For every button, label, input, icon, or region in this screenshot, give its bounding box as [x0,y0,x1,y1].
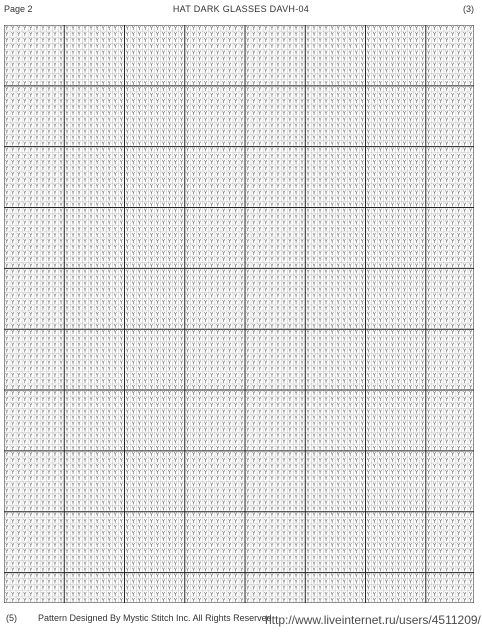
svg-text:YYYYYYYYYYYYYYYYYYYYYYYYYYYYYY: YYYYYYYYYYYYYYYYYYYYYYYYYYYYYYYYYYYYYYYYYYYYYYYYYYYYYYYYYYYYYYYYYYYYYYYYYYYYYY [5,153,473,160]
svg-text:YYYYYYYYYYYYYYYYYYYYYYYYYYYYYY: YYYYYYYYYYYYYYYYYYYYYYYYYYYYYYYYYYYYYYYYYYYYYYYYYYYYYYYYYYYYYYYYYYYYYYYYYYYYYY [5,451,473,458]
svg-text:YYYYYYYYYYYYYYYYYYYYYYYYYYYYYY: YYYYYYYYYYYYYYYYYYYYYYYYYYYYYYYYYYYYYYYYYYYYYYYYYYYYYYYYYYYYYYYYYYYYYYYYYYYYYY [5,573,473,580]
svg-text:YYYYYYYYYYYYYYYYYYYYYYYYYYYYYY: YYYYYYYYYYYYYYYYYYYYYYYYYYYYYYYYYYYYYYYYYYYYYYYYYYYYYYYYYYYYYYYYYYYYYYYYYYYYYY [5,165,473,172]
svg-text:YYYYYYYYYYYYYYYYYYYYYYYYYYYYYY: YYYYYYYYYYYYYYYYYYYYYYYYYYYYYYYYYYYYYYYYYYYYYYYYYYYYYYYYYYYYYYYYYYYYYYYYYYYYYY [5,415,473,422]
svg-text:YYYYYYYYYYYYYYYYYYYYYYYYYYYYYY: YYYYYYYYYYYYYYYYYYYYYYYYYYYYYYYYYYYYYYYYYYYYYYYYYYYYYYYYYYYYYYYYYYYYYYYYYYYYYY [5,476,473,483]
svg-text:YYYYYYYYYYYYYYYYYYYYYYYYYYYYYY: YYYYYYYYYYYYYYYYYYYYYYYYYYYYYYYYYYYYYYYYYYYYYYYYYYYYYYYYYYYYYYYYYYYYYYYYYYYYYY [5,257,473,264]
svg-text:YYYYYYYYYYYYYYYYYYYYYYYYYYYYYY: YYYYYYYYYYYYYYYYYYYYYYYYYYYYYYYYYYYYYYYYYYYYYYYYYYYYYYYYYYYYYYYYYYYYYYYYYYYYYY [5,123,473,130]
svg-text:YYYYYYYYYYYYYYYYYYYYYYYYYYYYYY: YYYYYYYYYYYYYYYYYYYYYYYYYYYYYYYYYYYYYYYYYYYYYYYYYYYYYYYYYYYYYYYYYYYYYYYYYYYYYY [5,68,473,75]
svg-text:YYYYYYYYYYYYYYYYYYYYYYYYYYYYYY: YYYYYYYYYYYYYYYYYYYYYYYYYYYYYYYYYYYYYYYYYYYYYYYYYYYYYYYYYYYYYYYYYYYYYYYYYYYYYY [5,488,473,495]
svg-text:YYYYYYYYYYYYYYYYYYYYYYYYYYYYYY: YYYYYYYYYYYYYYYYYYYYYYYYYYYYYYYYYYYYYYYYYYYYYYYYYYYYYYYYYYYYYYYYYYYYYYYYYYYYYY [5,360,473,367]
svg-text:YYYYYYYYYYYYYYYYYYYYYYYYYYYYYY: YYYYYYYYYYYYYYYYYYYYYYYYYYYYYYYYYYYYYYYYYYYYYYYYYYYYYYYYYYYYYYYYYYYYYYYYYYYYYY [5,305,473,312]
svg-text:YYYYYYYYYYYYYYYYYYYYYYYYYYYYYY: YYYYYYYYYYYYYYYYYYYYYYYYYYYYYYYYYYYYYYYYYYYYYYYYYYYYYYYYYYYYYYYYYYYYYYYYYYYYYY [5,184,473,191]
svg-text:YYYYYYYYYYYYYYYYYYYYYYYYYYYYYY: YYYYYYYYYYYYYYYYYYYYYYYYYYYYYYYYYYYYYYYYYYYYYYYYYYYYYYYYYYYYYYYYYYYYYYYYYYYYYY [5,530,473,537]
svg-text:YYYYYYYYYYYYYYYYYYYYYYYYYYYYYY: YYYYYYYYYYYYYYYYYYYYYYYYYYYYYYYYYYYYYYYYYYYYYYYYYYYYYYYYYYYYYYYYYYYYYYYYYYYYYY [5,178,473,185]
svg-text:YYYYYYYYYYYYYYYYYYYYYYYYYYYYYY: YYYYYYYYYYYYYYYYYYYYYYYYYYYYYYYYYYYYYYYYYYYYYYYYYYYYYYYYYYYYYYYYYYYYYYYYYYYYYY [5,159,473,166]
svg-text:YYYYYYYYYYYYYYYYYYYYYYYYYYYYYY: YYYYYYYYYYYYYYYYYYYYYYYYYYYYYYYYYYYYYYYYYYYYYYYYYYYYYYYYYYYYYYYYYYYYYYYYYYYYYY [5,512,473,519]
svg-text:YYYYYYYYYYYYYYYYYYYYYYYYYYYYYY: YYYYYYYYYYYYYYYYYYYYYYYYYYYYYYYYYYYYYYYYYYYYYYYYYYYYYYYYYYYYYYYYYYYYYYYYYYYYYY [5,238,473,245]
svg-text:YYYYYYYYYYYYYYYYYYYYYYYYYYYYYY: YYYYYYYYYYYYYYYYYYYYYYYYYYYYYYYYYYYYYYYYYYYYYYYYYYYYYYYYYYYYYYYYYYYYYYYYYYYYYY [5,232,473,239]
svg-text:YYYYYYYYYYYYYYYYYYYYYYYYYYYYYY: YYYYYYYYYYYYYYYYYYYYYYYYYYYYYYYYYYYYYYYYYYYYYYYYYYYYYYYYYYYYYYYYYYYYYYYYYYYYYY [5,293,473,300]
svg-text:YYYYYYYYYYYYYYYYYYYYYYYYYYYYYY: YYYYYYYYYYYYYYYYYYYYYYYYYYYYYYYYYYYYYYYYYYYYYYYYYYYYYYYYYYYYYYYYYYYYYYYYYYYYYY [5,342,473,349]
svg-text:YYYYYYYYYYYYYYYYYYYYYYYYYYYYYY: YYYYYYYYYYYYYYYYYYYYYYYYYYYYYYYYYYYYYYYYYYYYYYYYYYYYYYYYYYYYYYYYYYYYYYYYYYYYYY [5,433,473,440]
svg-text:YYYYYYYYYYYYYYYYYYYYYYYYYYYYYY: YYYYYYYYYYYYYYYYYYYYYYYYYYYYYYYYYYYYYYYYYYYYYYYYYYYYYYYYYYYYYYYYYYYYYYYYYYYYYY [5,62,473,69]
svg-text:YYYYYYYYYYYYYYYYYYYYYYYYYYYYYY: YYYYYYYYYYYYYYYYYYYYYYYYYYYYYYYYYYYYYYYYYYYYYYYYYYYYYYYYYYYYYYYYYYYYYYYYYYYYYY [5,524,473,531]
svg-text:YYYYYYYYYYYYYYYYYYYYYYYYYYYYYY: YYYYYYYYYYYYYYYYYYYYYYYYYYYYYYYYYYYYYYYYYYYYYYYYYYYYYYYYYYYYYYYYYYYYYYYYYYYYYY [5,378,473,385]
svg-text:YYYYYYYYYYYYYYYYYYYYYYYYYYYYYY: YYYYYYYYYYYYYYYYYYYYYYYYYYYYYYYYYYYYYYYYYYYYYYYYYYYYYYYYYYYYYYYYYYYYYYYYYYYYYY [5,99,473,105]
svg-text:YYYYYYYYYYYYYYYYYYYYYYYYYYYYYY: YYYYYYYYYYYYYYYYYYYYYYYYYYYYYYYYYYYYYYYYYYYYYYYYYYYYYYYYYYYYYYYYYYYYYYYYYYYYYY [5,336,473,343]
svg-text:YYYYYYYYYYYYYYYYYYYYYYYYYYYYYY: YYYYYYYYYYYYYYYYYYYYYYYYYYYYYYYYYYYYYYYYYYYYYYYYYYYYYYYYYYYYYYYYYYYYYYYYYYYYYY [5,427,473,434]
svg-text:YYYYYYYYYYYYYYYYYYYYYYYYYYYYYY: YYYYYYYYYYYYYYYYYYYYYYYYYYYYYYYYYYYYYYYYYYYYYYYYYYYYYYYYYYYYYYYYYYYYYYYYYYYYYY [5,220,473,227]
cross-stitch-chart [4,25,474,603]
svg-text:YYYYYYYYYYYYYYYYYYYYYYYYYYYYYY: YYYYYYYYYYYYYYYYYYYYYYYYYYYYYYYYYYYYYYYYYYYYYYYYYYYYYYYYYYYYYYYYYYYYYYYYYYYYYY [5,86,473,93]
svg-text:YYYYYYYYYYYYYYYYYYYYYYYYYYYYYY: YYYYYYYYYYYYYYYYYYYYYYYYYYYYYYYYYYYYYYYYYYYYYYYYYYYYYYYYYYYYYYYYYYYYYYYYYYYYYY [5,549,473,556]
svg-text:YYYYYYYYYYYYYYYYYYYYYYYYYYYYYY: YYYYYYYYYYYYYYYYYYYYYYYYYYYYYYYYYYYYYYYYYYYYYYYYYYYYYYYYYYYYYYYYYYYYYYYYYYYYYY [5,105,473,112]
svg-text:YYYYYYYYYYYYYYYYYYYYYYYYYYYYYY: YYYYYYYYYYYYYYYYYYYYYYYYYYYYYYYYYYYYYYYYYYYYYYYYYYYYYYYYYYYYYYYYYYYYYYYYYYYYYY [5,32,473,39]
svg-text:YYYYYYYYYYYYYYYYYYYYYYYYYYYYYY: YYYYYYYYYYYYYYYYYYYYYYYYYYYYYYYYYYYYYYYYYYYYYYYYYYYYYYYYYYYYYYYYYYYYYYYYYYYYYY [5,518,473,525]
svg-text:YYYYYYYYYYYYYYYYYYYYYYYYYYYYYY: YYYYYYYYYYYYYYYYYYYYYYYYYYYYYYYYYYYYYYYYYYYYYYYYYYYYYYYYYYYYYYYYYYYYYYYYYYYYYY [5,80,473,87]
svg-text:YYYYYYYYYYYYYYYYYYYYYYYYYYYYYY: YYYYYYYYYYYYYYYYYYYYYYYYYYYYYYYYYYYYYYYYYYYYYYYYYYYYYYYYYYYYYYYYYYYYYYYYYYYYYY [5,579,473,586]
svg-text:YYYYYYYYYYYYYYYYYYYYYYYYYYYYYY: YYYYYYYYYYYYYYYYYYYYYYYYYYYYYYYYYYYYYYYYYYYYYYYYYYYYYYYYYYYYYYYYYYYYYYYYYYYYYY [5,275,473,282]
svg-text:YYYYYYYYYYYYYYYYYYYYYYYYYYYYYY: YYYYYYYYYYYYYYYYYYYYYYYYYYYYYYYYYYYYYYYYYYYYYYYYYYYYYYYYYYYYYYYYYYYYYYYYYYYYYY [5,391,473,398]
svg-text:YYYYYYYYYYYYYYYYYYYYYYYYYYYYYY: YYYYYYYYYYYYYYYYYYYYYYYYYYYYYYYYYYYYYYYYYYYYYYYYYYYYYYYYYYYYYYYYYYYYYYYYYYYYYY [5,354,473,361]
svg-text:YYYYYYYYYYYYYYYYYYYYYYYYYYYYYY: YYYYYYYYYYYYYYYYYYYYYYYYYYYYYYYYYYYYYYYYYYYYYYYYYYYYYYYYYYYYYYYYYYYYYYYYYYYYYY [5,372,473,379]
svg-text:YYYYYYYYYYYYYYYYYYYYYYYYYYYYYY: YYYYYYYYYYYYYYYYYYYYYYYYYYYYYYYYYYYYYYYYYYYYYYYYYYYYYYYYYYYYYYYYYYYYYYYYYYYYYY [5,597,473,603]
svg-text:YYYYYYYYYYYYYYYYYYYYYYYYYYYYYY: YYYYYYYYYYYYYYYYYYYYYYYYYYYYYYYYYYYYYYYYYYYYYYYYYYYYYYYYYYYYYYYYYYYYYYYYYYYYYY [5,445,473,452]
svg-text:YYYYYYYYYYYYYYYYYYYYYYYYYYYYYY: YYYYYYYYYYYYYYYYYYYYYYYYYYYYYYYYYYYYYYYYYYYYYYYYYYYYYYYYYYYYYYYYYYYYYYYYYYYYYY [5,44,473,51]
svg-text:YYYYYYYYYYYYYYYYYYYYYYYYYYYYYY: YYYYYYYYYYYYYYYYYYYYYYYYYYYYYYYYYYYYYYYYYYYYYYYYYYYYYYYYYYYYYYYYYYYYYYYYYYYYYY [5,190,473,197]
svg-text:YYYYYYYYYYYYYYYYYYYYYYYYYYYYYY: YYYYYYYYYYYYYYYYYYYYYYYYYYYYYYYYYYYYYYYYYYYYYYYYYYYYYYYYYYYYYYYYYYYYYYYYYYYYYY [5,287,473,294]
footer-number: (5) [6,613,17,623]
svg-text:YYYYYYYYYYYYYYYYYYYYYYYYYYYYYY: YYYYYYYYYYYYYYYYYYYYYYYYYYYYYYYYYYYYYYYYYYYYYYYYYYYYYYYYYYYYYYYYYYYYYYYYYYYYYY [5,50,473,57]
svg-text:YYYYYYYYYYYYYYYYYYYYYYYYYYYYYY: YYYYYYYYYYYYYYYYYYYYYYYYYYYYYYYYYYYYYYYYYYYYYYYYYYYYYYYYYYYYYYYYYYYYYYYYYYYYYY [5,172,473,179]
svg-text:YYYYYYYYYYYYYYYYYYYYYYYYYYYYYY: YYYYYYYYYYYYYYYYYYYYYYYYYYYYYYYYYYYYYYYYYYYYYYYYYYYYYYYYYYYYYYYYYYYYYYYYYYYYYY [5,567,473,574]
svg-text:YYYYYYYYYYYYYYYYYYYYYYYYYYYYYY: YYYYYYYYYYYYYYYYYYYYYYYYYYYYYYYYYYYYYYYYYYYYYYYYYYYYYYYYYYYYYYYYYYYYYYYYYYYYYY [5,38,473,45]
svg-text:YYYYYYYYYYYYYYYYYYYYYYYYYYYYYY: YYYYYYYYYYYYYYYYYYYYYYYYYYYYYYYYYYYYYYYYYYYYYYYYYYYYYYYYYYYYYYYYYYYYYYYYYYYYYY [5,494,473,501]
svg-text:YYYYYYYYYYYYYYYYYYYYYYYYYYYYYY: YYYYYYYYYYYYYYYYYYYYYYYYYYYYYYYYYYYYYYYYYYYYYYYYYYYYYYYYYYYYYYYYYYYYYYYYYYYYYY [5,324,473,331]
watermark-url: http://www.liveinternet.ru/users/4511209/ [265,613,481,627]
svg-text:YYYYYYYYYYYYYYYYYYYYYYYYYYYYYY: YYYYYYYYYYYYYYYYYYYYYYYYYYYYYYYYYYYYYYYYYYYYYYYYYYYYYYYYYYYYYYYYYYYYYYYYYYYYYY [5,251,473,258]
svg-text:YYYYYYYYYYYYYYYYYYYYYYYYYYYYYY: YYYYYYYYYYYYYYYYYYYYYYYYYYYYYYYYYYYYYYYYYYYYYYYYYYYYYYYYYYYYYYYYYYYYYYYYYYYYYY [5,214,473,221]
svg-text:YYYYYYYYYYYYYYYYYYYYYYYYYYYYYY: YYYYYYYYYYYYYYYYYYYYYYYYYYYYYYYYYYYYYYYYYYYYYYYYYYYYYYYYYYYYYYYYYYYYYYYYYYYYYY [5,92,473,99]
svg-text:YYYYYYYYYYYYYYYYYYYYYYYYYYYYYY: YYYYYYYYYYYYYYYYYYYYYYYYYYYYYYYYYYYYYYYYYYYYYYYYYYYYYYYYYYYYYYYYYYYYYYYYYYYYYY [5,111,473,118]
svg-text:YYYYYYYYYYYYYYYYYYYYYYYYYYYYYY: YYYYYYYYYYYYYYYYYYYYYYYYYYYYYYYYYYYYYYYYYYYYYYYYYYYYYYYYYYYYYYYYYYYYYYYYYYYYYY [5,384,473,391]
svg-text:YYYYYYYYYYYYYYYYYYYYYYYYYYYYYY: YYYYYYYYYYYYYYYYYYYYYYYYYYYYYYYYYYYYYYYYYYYYYYYYYYYYYYYYYYYYYYYYYYYYYYYYYYYYYY [5,129,473,136]
svg-text:YYYYYYYYYYYYYYYYYYYYYYYYYYYYYY: YYYYYYYYYYYYYYYYYYYYYYYYYYYYYYYYYYYYYYYYYYYYYYYYYYYYYYYYYYYYYYYYYYYYYYYYYYYYYY [5,263,473,270]
svg-text:YYYYYYYYYYYYYYYYYYYYYYYYYYYYYY: YYYYYYYYYYYYYYYYYYYYYYYYYYYYYYYYYYYYYYYYYYYYYYYYYYYYYYYYYYYYYYYYYYYYYYYYYYYYYY [5,318,473,325]
svg-text:YYYYYYYYYYYYYYYYYYYYYYYYYYYYYY: YYYYYYYYYYYYYYYYYYYYYYYYYYYYYYYYYYYYYYYYYYYYYYYYYYYYYYYYYYYYYYYYYYYYYYYYYYYYYY [5,226,473,233]
svg-text:YYYYYYYYYYYYYYYYYYYYYYYYYYYYYY: YYYYYYYYYYYYYYYYYYYYYYYYYYYYYYYYYYYYYYYYYYYYYYYYYYYYYYYYYYYYYYYYYYYYYYYYYYYYYY [5,311,473,318]
svg-text:YYYYYYYYYYYYYYYYYYYYYYYYYYYYYY: YYYYYYYYYYYYYYYYYYYYYYYYYYYYYYYYYYYYYYYYYYYYYYYYYYYYYYYYYYYYYYYYYYYYYYYYYYYYYY [5,117,473,124]
svg-text:YYYYYYYYYYYYYYYYYYYYYYYYYYYYYY: YYYYYYYYYYYYYYYYYYYYYYYYYYYYYYYYYYYYYYYYYYYYYYYYYYYYYYYYYYYYYYYYYYYYYYYYYYYYYY [5,202,473,209]
svg-text:YYYYYYYYYYYYYYYYYYYYYYYYYYYYYY: YYYYYYYYYYYYYYYYYYYYYYYYYYYYYYYYYYYYYYYYYYYYYYYYYYYYYYYYYYYYYYYYYYYYYYYYYYYYYY [5,585,473,592]
page-label: Page 2 [4,4,33,14]
svg-text:YYYYYYYYYYYYYYYYYYYYYYYYYYYYYY: YYYYYYYYYYYYYYYYYYYYYYYYYYYYYYYYYYYYYYYYYYYYYYYYYYYYYYYYYYYYYYYYYYYYYYYYYYYYYY [5,245,473,252]
svg-text:YYYYYYYYYYYYYYYYYYYYYYYYYYYYYY: YYYYYYYYYYYYYYYYYYYYYYYYYYYYYYYYYYYYYYYYYYYYYYYYYYYYYYYYYYYYYYYYYYYYYYYYYYYYYY [5,500,473,507]
svg-text:YYYYYYYYYYYYYYYYYYYYYYYYYYYYYY: YYYYYYYYYYYYYYYYYYYYYYYYYYYYYYYYYYYYYYYYYYYYYYYYYYYYYYYYYYYYYYYYYYYYYYYYYYYYYY [5,330,473,337]
svg-text:YYYYYYYYYYYYYYYYYYYYYYYYYYYYYY: YYYYYYYYYYYYYYYYYYYYYYYYYYYYYYYYYYYYYYYYYYYYYYYYYYYYYYYYYYYYYYYYYYYYYYYYYYYYYY [5,299,473,306]
svg-text:YYYYYYYYYYYYYYYYYYYYYYYYYYYYYY: YYYYYYYYYYYYYYYYYYYYYYYYYYYYYYYYYYYYYYYYYYYYYYYYYYYYYYYYYYYYYYYYYYYYYYYYYYYYYY [5,409,473,416]
svg-text:YYYYYYYYYYYYYYYYYYYYYYYYYYYYYY: YYYYYYYYYYYYYYYYYYYYYYYYYYYYYYYYYYYYYYYYYYYYYYYYYYYYYYYYYYYYYYYYYYYYYYYYYYYYYY [5,348,473,355]
pattern-title: HAT DARK GLASSES DAVH-04 [172,4,310,14]
svg-text:YYYYYYYYYYYYYYYYYYYYYYYYYYYYYY: YYYYYYYYYYYYYYYYYYYYYYYYYYYYYYYYYYYYYYYYYYYYYYYYYYYYYYYYYYYYYYYYYYYYYYYYYYYYYY [5,147,473,154]
svg-text:YYYYYYYYYYYYYYYYYYYYYYYYYYYYYY: YYYYYYYYYYYYYYYYYYYYYYYYYYYYYYYYYYYYYYYYYYYYYYYYYYYYYYYYYYYYYYYYYYYYYYYYYYYYYY [5,457,473,464]
svg-text:YYYYYYYYYYYYYYYYYYYYYYYYYYYYYY: YYYYYYYYYYYYYYYYYYYYYYYYYYYYYYYYYYYYYYYYYYYYYYYYYYYYYYYYYYYYYYYYYYYYYYYYYYYYYY [5,561,473,568]
svg-text:YYYYYYYYYYYYYYYYYYYYYYYYYYYYYY: YYYYYYYYYYYYYYYYYYYYYYYYYYYYYYYYYYYYYYYYYYYYYYYYYYYYYYYYYYYYYYYYYYYYYYYYYYYYYY [5,25,473,32]
svg-text:YYYYYYYYYYYYYYYYYYYYYYYYYYYYYY: YYYYYYYYYYYYYYYYYYYYYYYYYYYYYYYYYYYYYYYYYYYYYYYYYYYYYYYYYYYYYYYYYYYYYYYYYYYYYY [5,591,473,598]
svg-text:YYYYYYYYYYYYYYYYYYYYYYYYYYYYYY: YYYYYYYYYYYYYYYYYYYYYYYYYYYYYYYYYYYYYYYYYYYYYYYYYYYYYYYYYYYYYYYYYYYYYYYYYYYYYY [5,397,473,404]
svg-text:YYYYYYYYYYYYYYYYYYYYYYYYYYYYYY: YYYYYYYYYYYYYYYYYYYYYYYYYYYYYYYYYYYYYYYYYYYYYYYYYYYYYYYYYYYYYYYYYYYYYYYYYYYYYY [5,281,473,288]
svg-text:YYYYYYYYYYYYYYYYYYYYYYYYYYYYYY: YYYYYYYYYYYYYYYYYYYYYYYYYYYYYYYYYYYYYYYYYYYYYYYYYYYYYYYYYYYYYYYYYYYYYYYYYYYYYY [5,56,473,63]
svg-text:YYYYYYYYYYYYYYYYYYYYYYYYYYYYYY: YYYYYYYYYYYYYYYYYYYYYYYYYYYYYYYYYYYYYYYYYYYYYYYYYYYYYYYYYYYYYYYYYYYYYYYYYYYYYY [5,470,473,477]
svg-text:YYYYYYYYYYYYYYYYYYYYYYYYYYYYYY: YYYYYYYYYYYYYYYYYYYYYYYYYYYYYYYYYYYYYYYYYYYYYYYYYYYYYYYYYYYYYYYYYYYYYYYYYYYYYY [5,464,473,471]
svg-text:YYYYYYYYYYYYYYYYYYYYYYYYYYYYYY: YYYYYYYYYYYYYYYYYYYYYYYYYYYYYYYYYYYYYYYYYYYYYYYYYYYYYYYYYYYYYYYYYYYYYYYYYYYYYY [5,403,473,410]
stitch-symbols [5,26,473,603]
svg-text:YYYYYYYYYYYYYYYYYYYYYYYYYYYYYY: YYYYYYYYYYYYYYYYYYYYYYYYYYYYYYYYYYYYYYYYYYYYYYYYYYYYYYYYYYYYYYYYYYYYYYYYYYYYYY [5,208,473,215]
svg-text:YYYYYYYYYYYYYYYYYYYYYYYYYYYYYY: YYYYYYYYYYYYYYYYYYYYYYYYYYYYYYYYYYYYYYYYYYYYYYYYYYYYYYYYYYYYYYYYYYYYYYYYYYYYYY [5,135,473,142]
svg-text:YYYYYYYYYYYYYYYYYYYYYYYYYYYYYY: YYYYYYYYYYYYYYYYYYYYYYYYYYYYYYYYYYYYYYYYYYYYYYYYYYYYYYYYYYYYYYYYYYYYYYYYYYYYYY [5,74,473,81]
svg-text:YYYYYYYYYYYYYYYYYYYYYYYYYYYYYY: YYYYYYYYYYYYYYYYYYYYYYYYYYYYYYYYYYYYYYYYYYYYYYYYYYYYYYYYYYYYYYYYYYYYYYYYYYYYYY [5,141,473,148]
svg-text:YYYYYYYYYYYYYYYYYYYYYYYYYYYYYY: YYYYYYYYYYYYYYYYYYYYYYYYYYYYYYYYYYYYYYYYYYYYYYYYYYYYYYYYYYYYYYYYYYYYYYYYYYYYYY [5,555,473,562]
svg-text:YYYYYYYYYYYYYYYYYYYYYYYYYYYYYY: YYYYYYYYYYYYYYYYYYYYYYYYYYYYYYYYYYYYYYYYYYYYYYYYYYYYYYYYYYYYYYYYYYYYYYYYYYYYYY [5,482,473,489]
svg-text:YYYYYYYYYYYYYYYYYYYYYYYYYYYYYY: YYYYYYYYYYYYYYYYYYYYYYYYYYYYYYYYYYYYYYYYYYYYYYYYYYYYYYYYYYYYYYYYYYYYYYYYYYYYYY [5,537,473,544]
svg-text:YYYYYYYYYYYYYYYYYYYYYYYYYYYYYY: YYYYYYYYYYYYYYYYYYYYYYYYYYYYYYYYYYYYYYYYYYYYYYYYYYYYYYYYYYYYYYYYYYYYYYYYYYYYYY [5,421,473,428]
svg-text:YYYYYYYYYYYYYYYYYYYYYYYYYYYYYY: YYYYYYYYYYYYYYYYYYYYYYYYYYYYYYYYYYYYYYYYYYYYYYYYYYYYYYYYYYYYYYYYYYYYYYYYYYYYYY [5,366,473,373]
svg-text:YYYYYYYYYYYYYYYYYYYYYYYYYYYYYY: YYYYYYYYYYYYYYYYYYYYYYYYYYYYYYYYYYYYYYYYYYYYYYYYYYYYYYYYYYYYYYYYYYYYYYYYYYYYYY [5,196,473,203]
footer-credit: Pattern Designed By Mystic Stitch Inc. All Rights Reserved [38,613,272,623]
page-number: (3) [463,4,474,14]
svg-text:YYYYYYYYYYYYYYYYYYYYYYYYYYYYYY: YYYYYYYYYYYYYYYYYYYYYYYYYYYYYYYYYYYYYYYYYYYYYYYYYYYYYYYYYYYYYYYYYYYYYYYYYYYYYY [5,506,473,513]
svg-text:YYYYYYYYYYYYYYYYYYYYYYYYYYYYYY: YYYYYYYYYYYYYYYYYYYYYYYYYYYYYYYYYYYYYYYYYYYYYYYYYYYYYYYYYYYYYYYYYYYYYYYYYYYYYY [5,439,473,446]
svg-text:YYYYYYYYYYYYYYYYYYYYYYYYYYYYYY: YYYYYYYYYYYYYYYYYYYYYYYYYYYYYYYYYYYYYYYYYYYYYYYYYYYYYYYYYYYYYYYYYYYYYYYYYYYYYY [5,269,473,276]
svg-text:YYYYYYYYYYYYYYYYYYYYYYYYYYYYYY: YYYYYYYYYYYYYYYYYYYYYYYYYYYYYYYYYYYYYYYYYYYYYYYYYYYYYYYYYYYYYYYYYYYYYYYYYYYYYY [5,543,473,550]
